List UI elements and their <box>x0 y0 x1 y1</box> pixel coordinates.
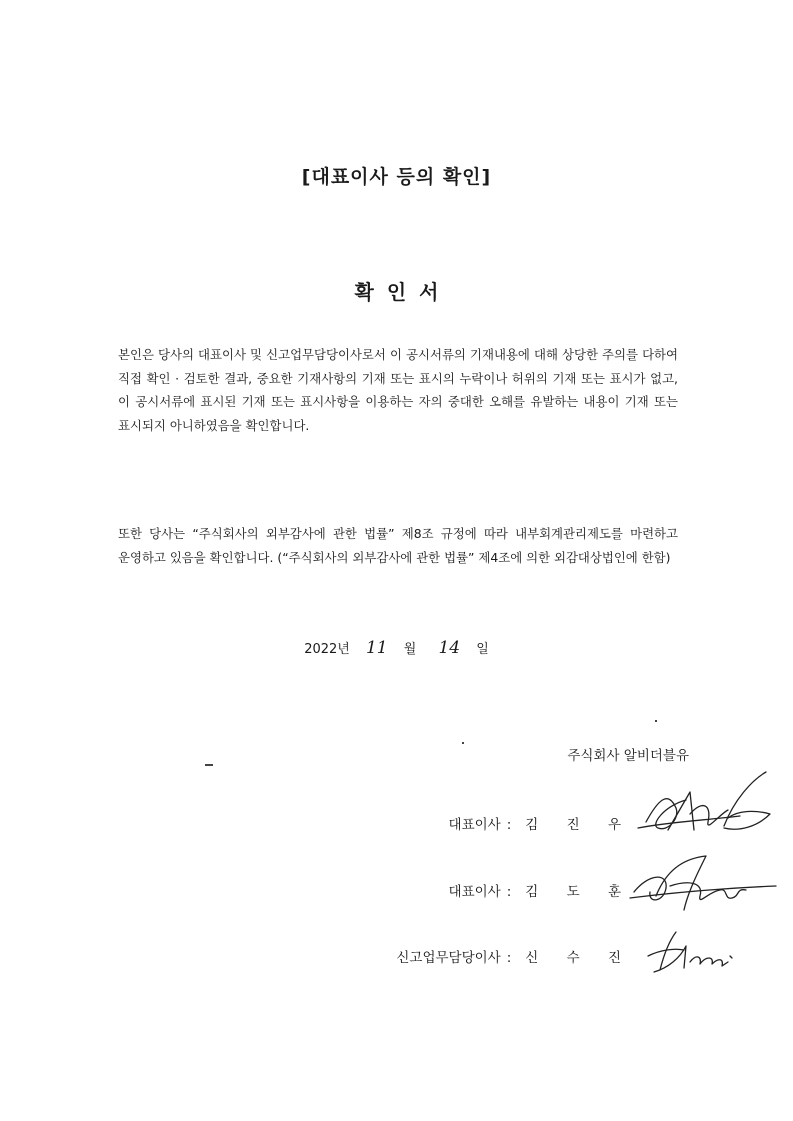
signature-1 <box>628 770 778 850</box>
scan-speck <box>655 720 657 722</box>
signatory-role: 대표이사 <box>448 884 501 900</box>
scan-speck <box>205 764 213 766</box>
company-name: 주식회사 알비더블유 <box>567 748 689 764</box>
date-year: 2022년 <box>304 642 350 657</box>
signatory-colon: : <box>506 817 512 833</box>
signatory-name: 신 수 진 <box>525 950 633 966</box>
date-month-handwritten: 11 <box>365 638 388 658</box>
signatory-name: 김 진 우 <box>525 817 633 833</box>
date-line <box>0 638 793 658</box>
scan-speck <box>462 742 464 744</box>
signatory-role: 대표이사 <box>448 817 501 833</box>
signatory-row <box>396 946 633 966</box>
document-title: 확 인 서 <box>354 280 439 304</box>
signatory-colon: : <box>506 950 512 966</box>
signatory-name: 김 도 훈 <box>525 884 633 900</box>
date-day-handwritten: 14 <box>438 638 461 658</box>
signatory-row <box>449 813 633 833</box>
signatory-row <box>449 880 633 900</box>
signature-2 <box>628 852 778 922</box>
section-header: [대표이사 등의 확인] <box>301 166 492 188</box>
date-day-unit: 일 <box>476 642 489 657</box>
signatory-role: 신고업무담당이사 <box>396 950 501 966</box>
date-month-unit: 월 <box>403 642 417 657</box>
internal-control-paragraph: 또한 당사는 “주식회사의 외부감사에 관한 법률” 제8조 규정에 따라 내부회계관리제도를 마련하고 운영하고 있음을 확인합니다. (“주식회사의 외부감사에 관한 법률” 제4조에 의한 외감대상법인에 한함) <box>118 526 678 565</box>
signatory-colon: : <box>506 884 512 900</box>
signature-3 <box>640 928 740 978</box>
confirmation-paragraph: 본인은 당사의 대표이사 및 신고업무담당이사로서 이 공시서류의 기재내용에 대해 상당한 주의를 다하여 직접 확인 · 검토한 결과, 중요한 기재사항의 기재 또는 표시의 누락이나 허위의 기재 또는 표시가 없고, 이 공시서류에 표시된 기재 또는 표시사항을 이용하는 자의 중대한 오해를 유발하는 내용이 기재 또는 표시되지 아니하였음을 확인합니다. <box>118 347 678 433</box>
